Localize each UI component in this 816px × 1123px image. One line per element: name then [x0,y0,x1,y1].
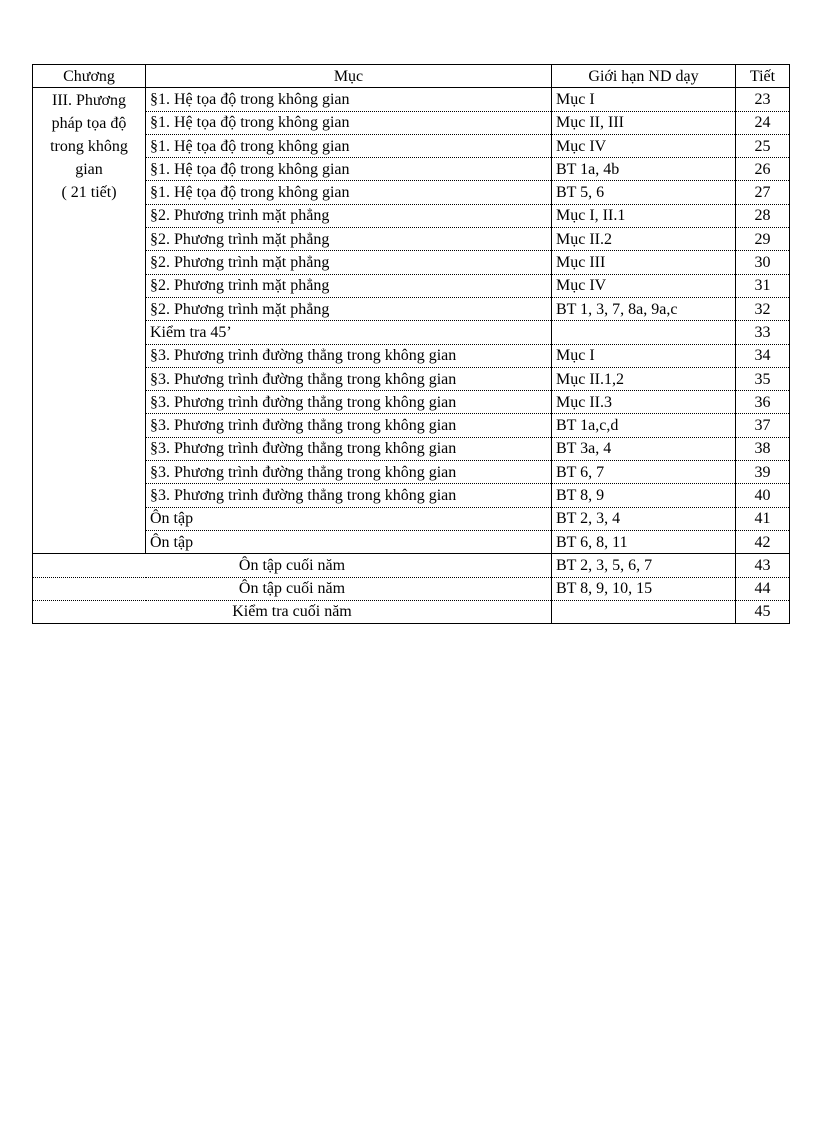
table-row [33,414,790,437]
limit-cell: BT 2, 3, 4 [552,507,736,530]
section-cell: Ôn tập cuối năm [33,577,552,600]
section-cell: Kiểm tra cuối năm [33,600,552,623]
period-cell: 45 [736,600,790,623]
limit-cell: BT 6, 7 [552,461,736,484]
header-row [33,65,790,88]
header-chapter: Chương [33,65,146,88]
table-row [33,204,790,227]
curriculum-table [32,64,790,624]
section-cell: §3. Phương trình đường thẳng trong không gian [146,391,552,414]
limit-cell: BT 2, 3, 5, 6, 7 [552,554,736,577]
limit-cell: Mục I [552,344,736,367]
period-cell: 37 [736,414,790,437]
table-row [33,600,790,623]
section-cell: §3. Phương trình đường thẳng trong không gian [146,414,552,437]
period-cell: 28 [736,204,790,227]
chapter-line: ( 21 tiết) [61,184,117,202]
limit-cell: Mục II.3 [552,391,736,414]
table-row [33,88,790,111]
period-cell: 30 [736,251,790,274]
section-cell: Ôn tập cuối năm [33,554,552,577]
section-cell: §2. Phương trình mặt phẳng [146,204,552,227]
section-cell: Ôn tập [146,530,552,553]
table-row [33,297,790,320]
limit-cell [552,600,736,623]
table-row [33,530,790,553]
section-cell: §2. Phương trình mặt phẳng [146,228,552,251]
section-cell: §3. Phương trình đường thẳng trong không gian [146,367,552,390]
table-row [33,484,790,507]
section-cell: §1. Hệ tọa độ trong không gian [146,134,552,157]
section-cell: §1. Hệ tọa độ trong không gian [146,158,552,181]
limit-cell: Mục I, II.1 [552,204,736,227]
table-row [33,111,790,134]
period-cell: 42 [736,530,790,553]
limit-cell: Mục II.2 [552,228,736,251]
limit-cell: BT 1a, 4b [552,158,736,181]
table-row [33,251,790,274]
section-cell: §1. Hệ tọa độ trong không gian [146,88,552,111]
section-cell: §1. Hệ tọa độ trong không gian [146,111,552,134]
period-cell: 31 [736,274,790,297]
table-row [33,158,790,181]
period-cell: 43 [736,554,790,577]
limit-cell: BT 3a, 4 [552,437,736,460]
section-cell: §1. Hệ tọa độ trong không gian [146,181,552,204]
period-cell: 41 [736,507,790,530]
header-limit: Giới hạn ND dạy [552,65,736,88]
section-cell: §3. Phương trình đường thẳng trong không gian [146,461,552,484]
table-row [33,577,790,600]
chapter-line: gian [75,161,103,179]
section-cell: §2. Phương trình mặt phẳng [146,251,552,274]
period-cell: 39 [736,461,790,484]
period-cell: 34 [736,344,790,367]
section-cell: §3. Phương trình đường thẳng trong không gian [146,437,552,460]
limit-cell: Mục I [552,88,736,111]
period-cell: 33 [736,321,790,344]
limit-cell [552,321,736,344]
chapter-line: trong không [50,138,128,156]
table-row [33,274,790,297]
table-row [33,344,790,367]
chapter-line: III. Phương [51,92,126,110]
period-cell: 23 [736,88,790,111]
section-cell: §3. Phương trình đường thẳng trong không gian [146,344,552,367]
table-row [33,391,790,414]
limit-cell: BT 8, 9 [552,484,736,507]
limit-cell: BT 1a,c,d [552,414,736,437]
section-cell: Kiểm tra 45’ [146,321,552,344]
section-cell: Ôn tập [146,507,552,530]
table-row [33,437,790,460]
header-section: Mục [146,65,552,88]
header-period: Tiết [736,65,790,88]
period-cell: 40 [736,484,790,507]
limit-cell: Mục II, III [552,111,736,134]
chapter-cell [33,88,146,554]
period-cell: 35 [736,367,790,390]
section-cell: §3. Phương trình đường thẳng trong không gian [146,484,552,507]
period-cell: 32 [736,297,790,320]
table-row [33,228,790,251]
limit-cell: Mục IV [552,134,736,157]
limit-cell: Mục III [552,251,736,274]
period-cell: 26 [736,158,790,181]
table-row [33,461,790,484]
period-cell: 24 [736,111,790,134]
section-cell: §2. Phương trình mặt phẳng [146,274,552,297]
period-cell: 27 [736,181,790,204]
limit-cell: Mục II.1,2 [552,367,736,390]
period-cell: 38 [736,437,790,460]
period-cell: 44 [736,577,790,600]
chapter-line: pháp tọa độ [51,115,127,133]
limit-cell: BT 5, 6 [552,181,736,204]
limit-cell: BT 1, 3, 7, 8a, 9a,c [552,297,736,320]
table-row [33,181,790,204]
limit-cell: Mục IV [552,274,736,297]
table-row [33,507,790,530]
table-row [33,554,790,577]
limit-cell: BT 6, 8, 11 [552,530,736,553]
table-row [33,321,790,344]
period-cell: 25 [736,134,790,157]
period-cell: 29 [736,228,790,251]
period-cell: 36 [736,391,790,414]
limit-cell: BT 8, 9, 10, 15 [552,577,736,600]
section-cell: §2. Phương trình mặt phẳng [146,297,552,320]
table-row [33,134,790,157]
table-row [33,367,790,390]
